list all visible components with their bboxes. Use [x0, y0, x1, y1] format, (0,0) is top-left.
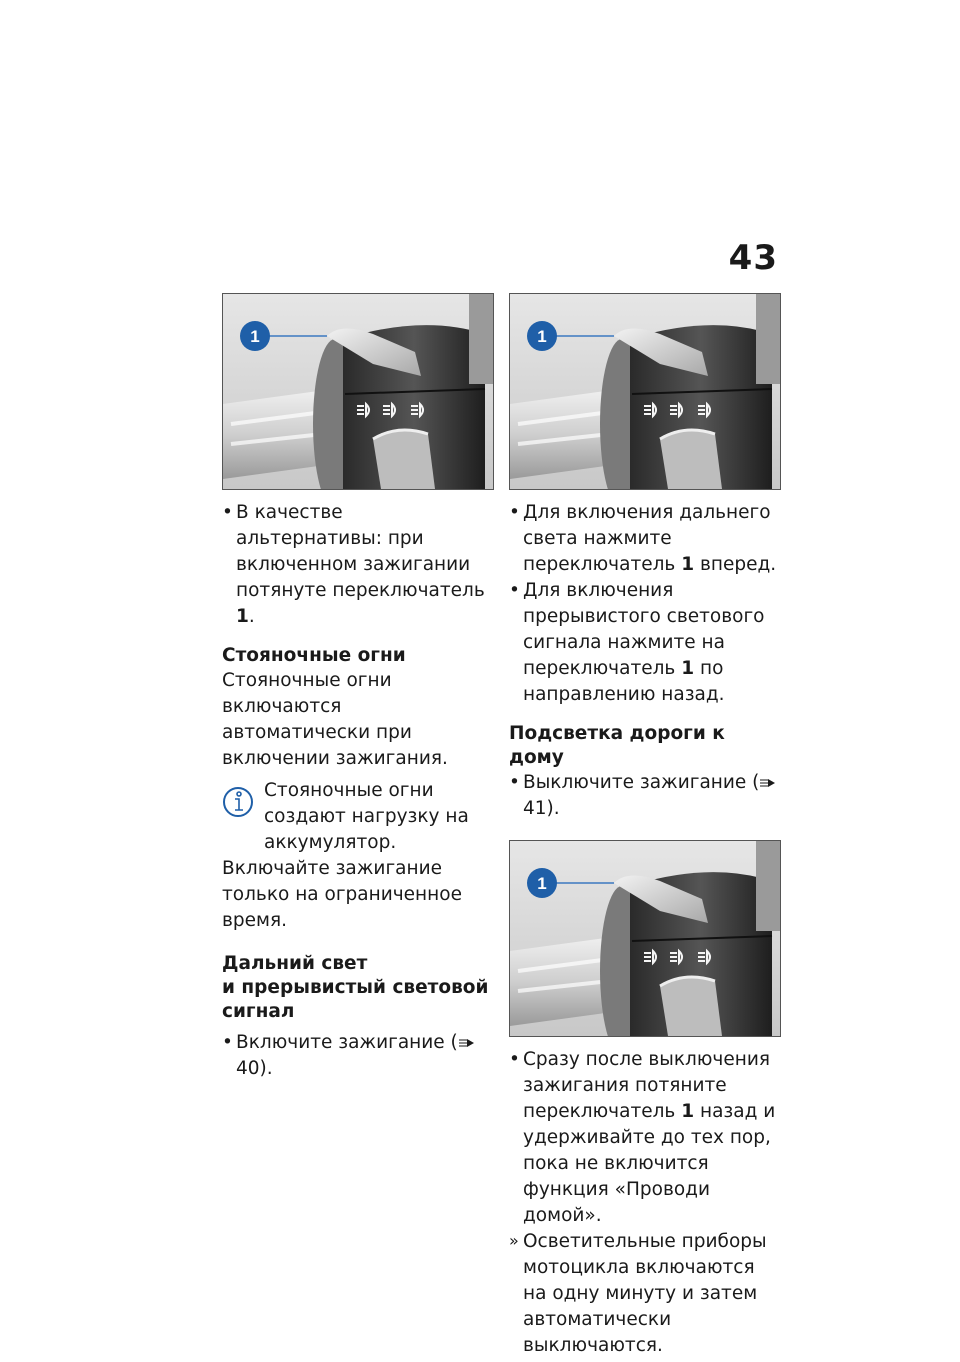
switch-figure-2: [509, 293, 781, 490]
bullet-text: Включите зажигание (: [236, 1032, 458, 1053]
switch-number: 1: [681, 658, 695, 679]
list-item: [222, 1030, 494, 1082]
note-text-continued: Включайте зажигание только на ограниченное время.: [222, 858, 462, 931]
page-reference-arrow-icon: [459, 1038, 475, 1048]
heading-parking-lights: Стояночные огни: [222, 645, 406, 666]
page-reference[interactable]: 40: [236, 1058, 260, 1079]
bullet-text-end: ).: [546, 798, 560, 819]
switch-number: 1: [681, 1101, 695, 1122]
switch-figure-1: [222, 293, 494, 490]
heading-high-beam: [222, 952, 494, 1024]
bullet-text: Сразу после выключения зажигания потяните переключатель: [523, 1049, 770, 1122]
page-reference[interactable]: 41: [523, 798, 547, 819]
bullet-text-end: .: [248, 606, 255, 627]
list-item: [509, 578, 781, 708]
list-item: [509, 770, 781, 822]
bullet-text: В качестве альтернативы: при включенном зажигании потянуте переключатель: [236, 502, 485, 601]
heading-line-2: и прерывистый световой сигнал: [222, 977, 489, 1022]
left-column: [222, 293, 494, 1082]
bullet-text-end: вперед.: [699, 554, 777, 575]
page-number: 43: [728, 238, 778, 278]
info-icon: [222, 786, 254, 818]
switch-figure-3: [509, 840, 781, 1037]
info-note: [222, 778, 494, 856]
list-item: [509, 500, 781, 578]
bullet-text-end: назад и удерживайте до тех пор, пока не включится функция «Проводи домой».: [523, 1101, 776, 1226]
bullet-text: Для включения дальнего света нажмите переключатель: [523, 502, 771, 575]
note-text: Стояночные огни создают нагрузку на аккумулятор.: [264, 780, 469, 853]
list-item: [509, 1047, 781, 1229]
bullet-text-end: ).: [259, 1058, 273, 1079]
page-reference-arrow-icon: [760, 778, 776, 788]
heading-line-1: Дальний свет: [222, 953, 368, 974]
switch-number: 1: [681, 554, 695, 575]
callout-1: 1: [250, 327, 260, 346]
handlebar-switch-illustration: [223, 294, 493, 489]
callout-1: 1: [537, 874, 547, 893]
handlebar-switch-illustration: [510, 294, 780, 489]
right-column: [509, 293, 781, 1359]
heading-home-lighting: Подсветка дороги к дому: [509, 723, 725, 768]
parking-lights-text: Стояночные огни включаются автоматически при включении зажигания.: [222, 670, 448, 769]
bullet-text-end: по направлению назад.: [523, 658, 725, 705]
callout-1: 1: [537, 327, 547, 346]
result-item: » Осветительные приборы мотоцикла включаются на одну минуту и затем автоматически выключаются.: [509, 1229, 781, 1359]
bullet-text: Для включения прерывистого светового сигнала нажмите на переключатель: [523, 580, 765, 679]
handlebar-switch-illustration: [510, 841, 780, 1036]
switch-number: 1: [236, 606, 249, 627]
list-item: [222, 500, 494, 630]
bullet-text: Выключите зажигание (: [523, 772, 760, 793]
